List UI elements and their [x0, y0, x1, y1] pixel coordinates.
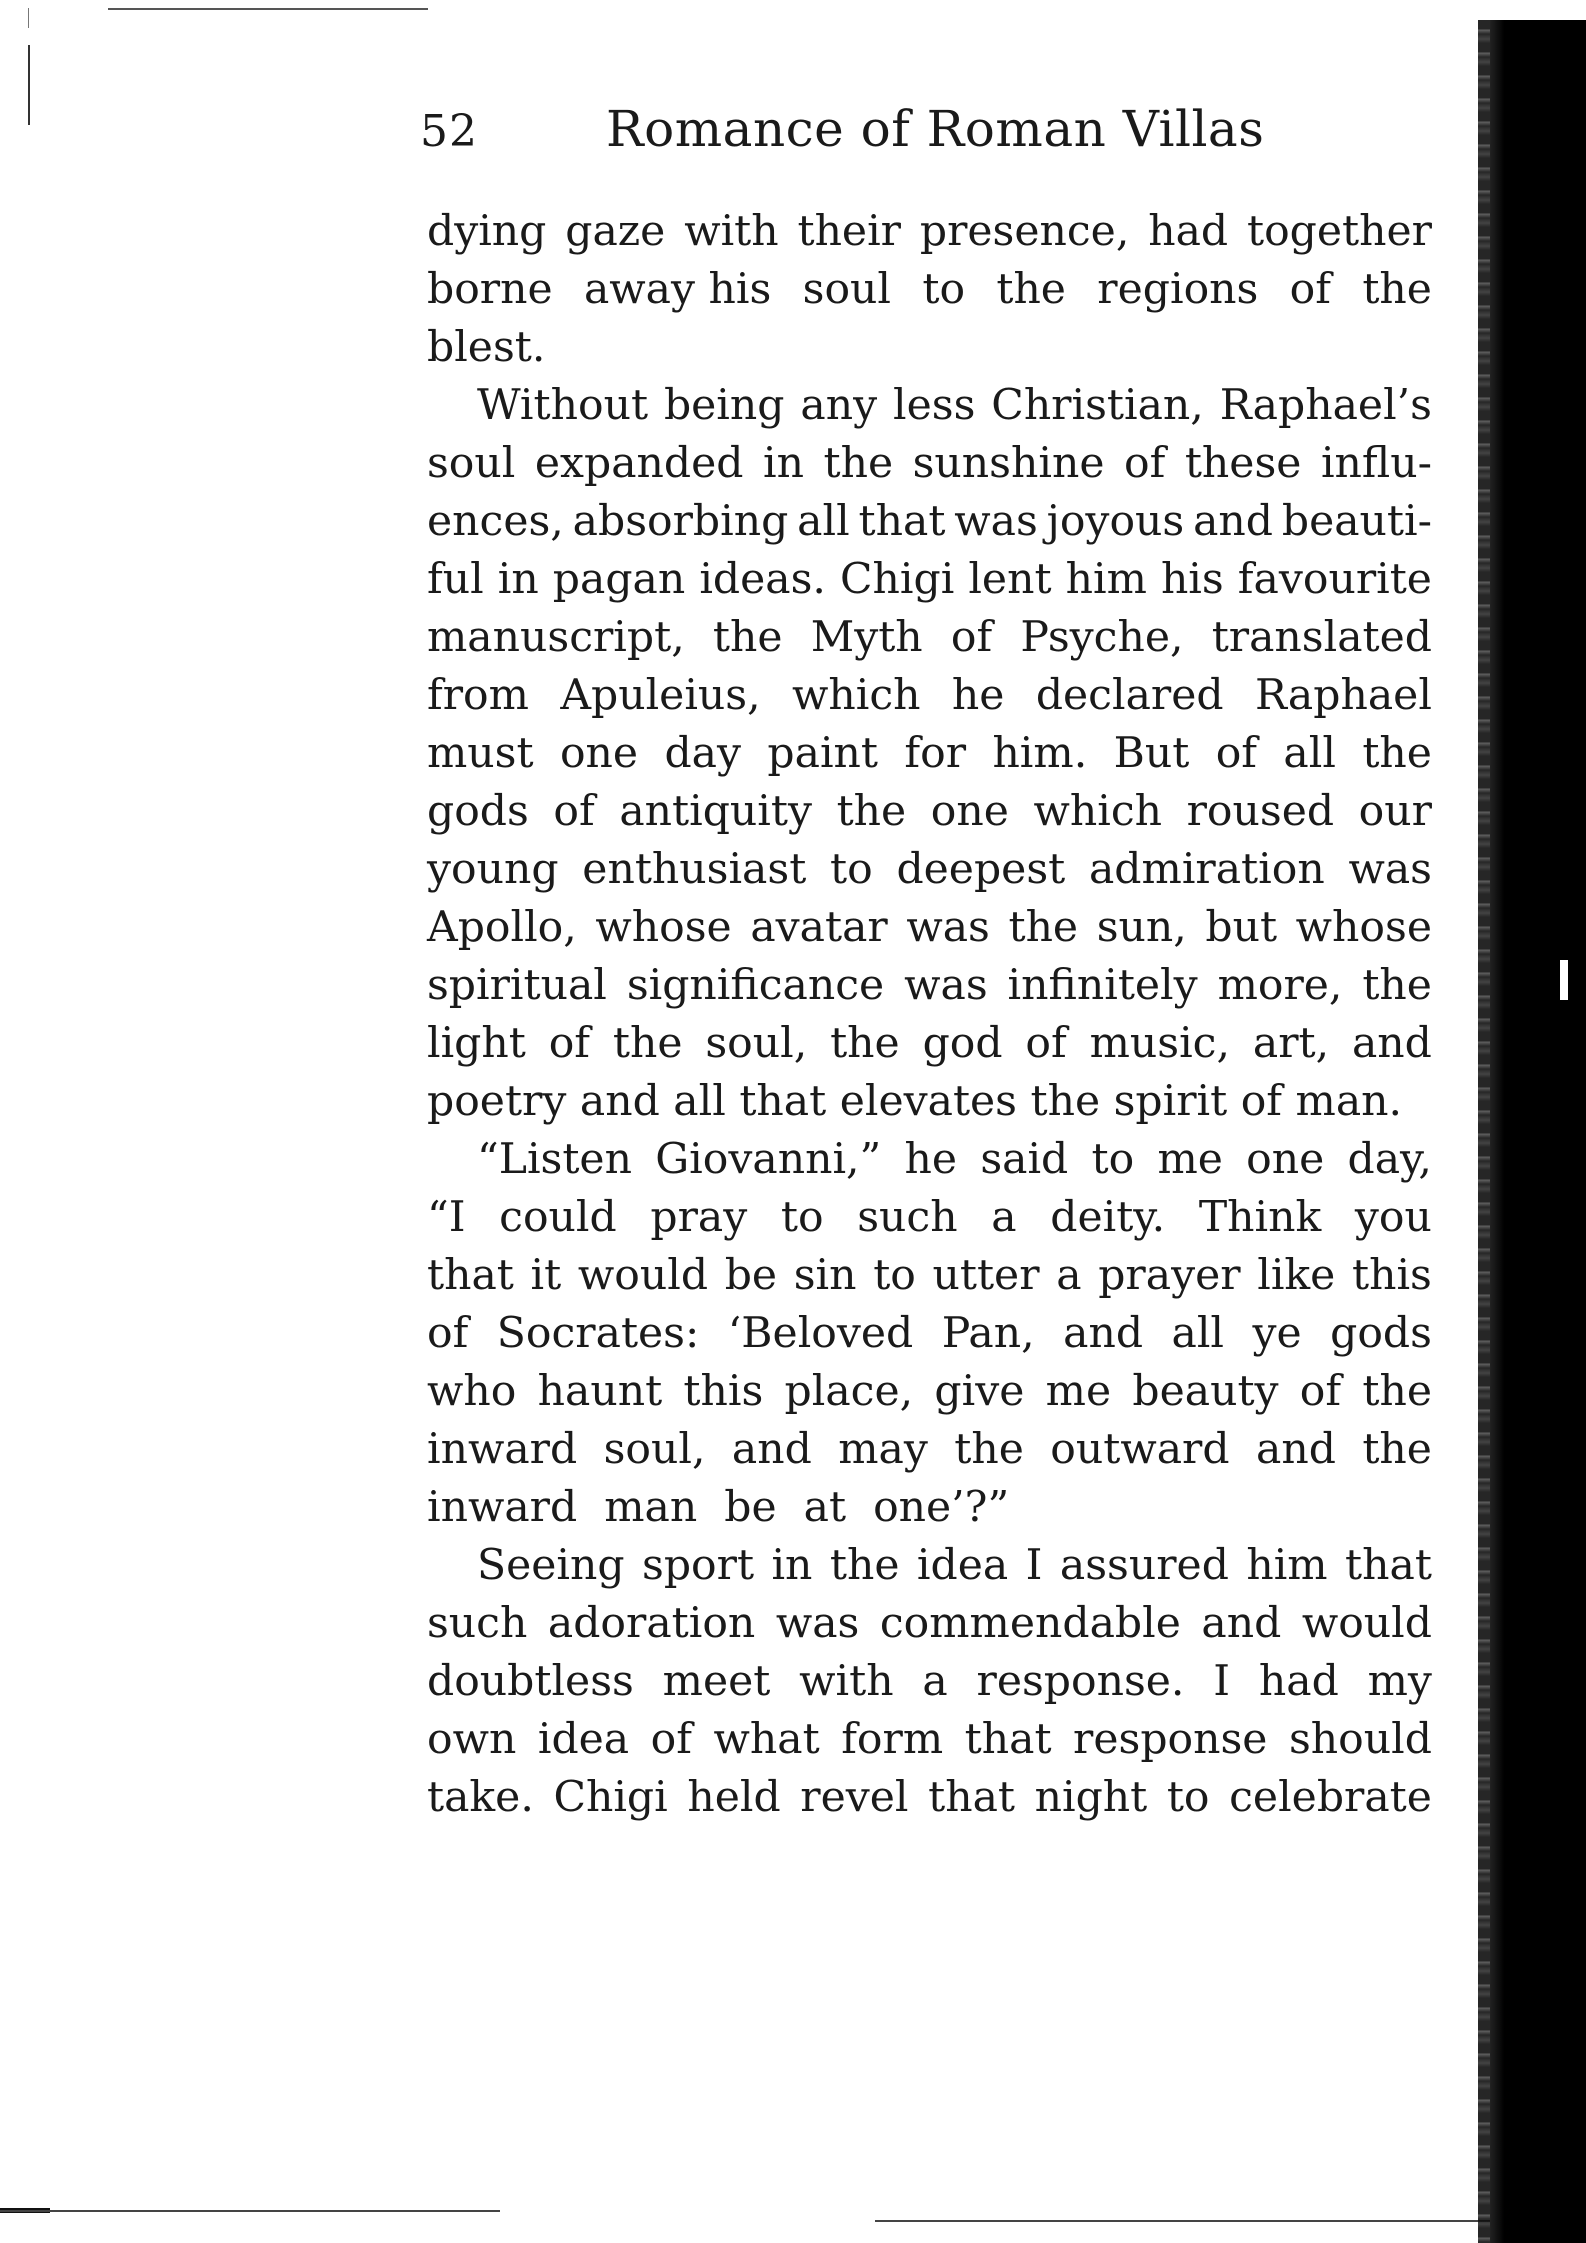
word: whose	[595, 903, 732, 952]
word: his	[1160, 555, 1224, 604]
word: the	[1362, 265, 1432, 314]
word: like	[1257, 1251, 1336, 1300]
word: him.	[992, 729, 1088, 778]
word: from	[427, 671, 529, 720]
word: would	[1301, 1599, 1432, 1648]
word: that	[427, 1251, 514, 1300]
word: influ-	[1320, 439, 1432, 488]
word: the	[823, 439, 894, 488]
word: adoration	[547, 1599, 756, 1648]
word: I	[1025, 1541, 1043, 1590]
word: Christian,	[991, 381, 1204, 430]
word: the	[954, 1425, 1024, 1474]
word: blest.	[427, 323, 546, 372]
word: for	[904, 729, 967, 778]
word: of	[1025, 1019, 1067, 1068]
word: to	[830, 845, 873, 894]
word: day,	[1347, 1135, 1432, 1184]
word: you	[1354, 1193, 1432, 1242]
word: take.	[427, 1773, 534, 1822]
word: me	[1157, 1135, 1223, 1184]
text-line	[427, 1479, 1432, 1537]
word: more,	[1217, 961, 1343, 1010]
text-line	[427, 377, 1432, 435]
text-line	[427, 1363, 1432, 1421]
word: sin	[793, 1251, 857, 1300]
word: absorbing	[572, 497, 789, 546]
word: the	[1362, 961, 1432, 1010]
word: one	[559, 729, 639, 778]
word: place,	[784, 1367, 914, 1416]
word: such	[427, 1599, 528, 1648]
word: but	[1205, 903, 1278, 952]
word: soul	[802, 265, 892, 314]
text-line	[427, 551, 1432, 609]
word: was	[954, 497, 1038, 546]
word: admiration	[1088, 845, 1325, 894]
word: declared	[1035, 671, 1224, 720]
word: gaze	[565, 207, 666, 256]
word: to	[922, 265, 966, 314]
word: celebrate	[1229, 1773, 1432, 1822]
word: which	[792, 671, 921, 720]
word: inward man be at one’?”	[427, 1483, 1010, 1532]
text-line	[427, 1595, 1432, 1653]
word: Chigi	[553, 1773, 668, 1822]
word: all	[1283, 729, 1336, 778]
word: Seeing	[477, 1541, 625, 1590]
word: Apuleius,	[560, 671, 761, 720]
text-line	[427, 261, 1432, 319]
word: ful	[427, 555, 484, 604]
word: manuscript,	[427, 613, 685, 662]
word: young	[427, 845, 559, 894]
word: of	[1215, 729, 1258, 778]
word: deity.	[1050, 1193, 1166, 1242]
word: sunshine	[912, 439, 1105, 488]
word: the	[1008, 903, 1079, 952]
text-line	[427, 1653, 1432, 1711]
word: Apollo,	[427, 903, 577, 952]
word: had	[1148, 207, 1229, 256]
word: he	[951, 671, 1005, 720]
word: god	[922, 1019, 1003, 1068]
word: of	[1124, 439, 1166, 488]
word: would	[577, 1251, 709, 1300]
word: the	[1362, 1425, 1432, 1474]
word: dying	[427, 207, 547, 256]
word: Raphael	[1254, 671, 1432, 720]
word: said	[980, 1135, 1069, 1184]
word: Think	[1198, 1193, 1322, 1242]
word: should	[1288, 1715, 1432, 1764]
word: being	[663, 381, 785, 430]
word: response.	[976, 1657, 1185, 1706]
word: which	[1033, 787, 1163, 836]
word: him	[1065, 555, 1147, 604]
word: soul,	[705, 1019, 808, 1068]
word: borne	[427, 265, 553, 314]
word: that	[1345, 1541, 1432, 1590]
word: pray	[650, 1193, 748, 1242]
word: give	[934, 1367, 1025, 1416]
word: and	[1193, 497, 1273, 546]
word: he	[904, 1135, 958, 1184]
word: revel	[800, 1773, 909, 1822]
page-header	[420, 100, 1420, 160]
scan-edge-line-bottom-left	[0, 2210, 500, 2212]
word: one	[930, 787, 1009, 836]
word: ‘Beloved	[727, 1309, 914, 1358]
text-line	[427, 493, 1432, 551]
word: to	[1166, 1773, 1210, 1822]
word: gods	[427, 787, 529, 836]
word: infinitely	[1007, 961, 1198, 1010]
word: prayer	[1098, 1251, 1241, 1300]
word: be	[724, 1251, 778, 1300]
scan-edge-line-bottom-right	[875, 2220, 1495, 2222]
word: in	[771, 1541, 813, 1590]
text-line	[427, 1769, 1432, 1827]
word: all	[797, 497, 850, 546]
word: own	[427, 1715, 517, 1764]
word: Myth	[810, 613, 923, 662]
word: these	[1184, 439, 1302, 488]
word: the	[612, 1019, 683, 1068]
text-line	[427, 1131, 1432, 1189]
word: commendable	[879, 1599, 1181, 1648]
word: in	[497, 555, 539, 604]
word: that	[928, 1773, 1015, 1822]
word: and	[1201, 1599, 1282, 1648]
word: pagan	[552, 555, 686, 604]
word: and	[1255, 1425, 1336, 1474]
word: me	[1045, 1367, 1112, 1416]
word: Pan,	[941, 1309, 1035, 1358]
word: paint	[767, 729, 879, 778]
word: any	[800, 381, 878, 430]
word: night	[1034, 1773, 1148, 1822]
word: roused	[1186, 787, 1335, 836]
word: haunt	[537, 1367, 663, 1416]
word: soul,	[603, 1425, 706, 1474]
word: translated	[1211, 613, 1432, 662]
word: who	[427, 1367, 517, 1416]
word: in	[763, 439, 804, 488]
text-line	[427, 1305, 1432, 1363]
word: antiquity	[619, 787, 812, 836]
text-line	[427, 1421, 1432, 1479]
word: response	[1073, 1715, 1268, 1764]
word: Socrates:	[496, 1309, 700, 1358]
word: favourite	[1237, 555, 1432, 604]
word: may	[838, 1425, 928, 1474]
word: the	[1362, 1367, 1432, 1416]
word: day	[664, 729, 742, 778]
word: of	[427, 1309, 469, 1358]
word: was	[775, 1599, 860, 1648]
word: Giovanni,”	[655, 1135, 882, 1184]
word: avatar	[750, 903, 888, 952]
word: ye	[1252, 1309, 1302, 1358]
word: him	[1246, 1541, 1328, 1590]
text-line	[427, 203, 1432, 261]
word: a	[922, 1657, 948, 1706]
word: I	[1213, 1657, 1231, 1706]
word: meet	[662, 1657, 771, 1706]
text-line	[427, 1073, 1432, 1131]
word: could	[499, 1193, 617, 1242]
text-line	[427, 1015, 1432, 1073]
word: our	[1358, 787, 1432, 836]
word: and	[1351, 1019, 1432, 1068]
word: outward	[1050, 1425, 1230, 1474]
text-line	[427, 841, 1432, 899]
word: the	[712, 613, 783, 662]
word: of	[1289, 265, 1331, 314]
text-line	[427, 725, 1432, 783]
word: gods	[1330, 1309, 1432, 1358]
word: joyous	[1046, 497, 1185, 546]
word: with	[799, 1657, 894, 1706]
scan-mark-top-left	[28, 8, 29, 28]
word: of	[548, 1019, 591, 1068]
word: regions	[1097, 265, 1259, 314]
text-line	[427, 435, 1432, 493]
scan-mark-left	[28, 45, 30, 125]
word: such	[857, 1193, 958, 1242]
word: was	[904, 961, 988, 1010]
word: of	[553, 787, 595, 836]
word: of	[950, 613, 993, 662]
page-number: 52	[420, 106, 478, 157]
word: significance	[626, 961, 885, 1010]
word: utter	[932, 1251, 1040, 1300]
word: this	[683, 1367, 764, 1416]
word: sport	[642, 1541, 755, 1590]
word: expanded	[534, 439, 744, 488]
text-line	[427, 783, 1432, 841]
body-text	[427, 203, 1432, 1827]
word: it	[530, 1251, 562, 1300]
word: enthusiast	[582, 845, 807, 894]
scan-edge-line-top	[108, 8, 428, 10]
word: was	[1348, 845, 1432, 894]
word: lent	[968, 555, 1052, 604]
word: ideas.	[699, 555, 826, 604]
word: with	[684, 207, 779, 256]
word: light	[427, 1019, 526, 1068]
word: But	[1113, 729, 1190, 778]
text-line	[427, 319, 1432, 377]
word: idea	[537, 1715, 630, 1764]
book-spine-edge	[1490, 20, 1586, 2243]
word: to	[873, 1251, 916, 1300]
word: together	[1246, 207, 1432, 256]
word: of	[1299, 1367, 1342, 1416]
word: their	[797, 207, 901, 256]
word: “I	[427, 1193, 466, 1242]
word: that	[964, 1715, 1052, 1764]
word: Psyche,	[1020, 613, 1184, 662]
word: soul	[427, 439, 516, 488]
word: the	[996, 265, 1066, 314]
word: to	[1091, 1135, 1135, 1184]
text-line	[427, 667, 1432, 725]
word: away his	[583, 265, 772, 314]
word: doubtless	[427, 1657, 634, 1706]
word: presence,	[919, 207, 1130, 256]
word: beauty	[1132, 1367, 1279, 1416]
word: beauti-	[1281, 497, 1432, 546]
word: music,	[1089, 1019, 1230, 1068]
word: sun,	[1096, 903, 1187, 952]
page-edge-notch	[1560, 960, 1568, 1000]
word: of	[650, 1715, 692, 1764]
word: Raphael’s	[1219, 381, 1432, 430]
word: what	[713, 1715, 820, 1764]
word: ences,	[427, 497, 564, 546]
word: must	[427, 729, 534, 778]
word: my	[1367, 1657, 1432, 1706]
word: Without	[477, 381, 649, 430]
word: and	[1063, 1309, 1144, 1358]
text-line	[427, 899, 1432, 957]
text-line	[427, 1247, 1432, 1305]
word: one	[1246, 1135, 1325, 1184]
word: spiritual	[427, 961, 607, 1010]
word: poetry and all that elevates the spirit of man.	[427, 1077, 1403, 1126]
word: a	[1056, 1251, 1082, 1300]
running-title: Romance of Roman Villas	[606, 100, 1265, 158]
word: form	[841, 1715, 944, 1764]
word: Chigi	[840, 555, 955, 604]
text-line	[427, 1711, 1432, 1769]
word: that	[858, 497, 946, 546]
word: the	[1362, 729, 1432, 778]
word: all	[1171, 1309, 1225, 1358]
word: and	[731, 1425, 812, 1474]
word: had	[1258, 1657, 1339, 1706]
word: the	[836, 787, 907, 836]
text-line	[427, 609, 1432, 667]
word: idea	[916, 1541, 1009, 1590]
word: the	[830, 1019, 900, 1068]
text-line	[427, 957, 1432, 1015]
word: was	[906, 903, 990, 952]
word: less	[893, 381, 976, 430]
word: the	[829, 1541, 900, 1590]
word: held	[687, 1773, 781, 1822]
word: deepest	[896, 845, 1066, 894]
word: whose	[1295, 903, 1432, 952]
word: this	[1352, 1251, 1432, 1300]
word: assured	[1059, 1541, 1229, 1590]
text-line	[427, 1537, 1432, 1595]
word: to	[780, 1193, 824, 1242]
word: inward	[427, 1425, 578, 1474]
text-line	[427, 1189, 1432, 1247]
word: “Listen	[477, 1135, 632, 1184]
word: art,	[1252, 1019, 1330, 1068]
word: a	[991, 1193, 1017, 1242]
